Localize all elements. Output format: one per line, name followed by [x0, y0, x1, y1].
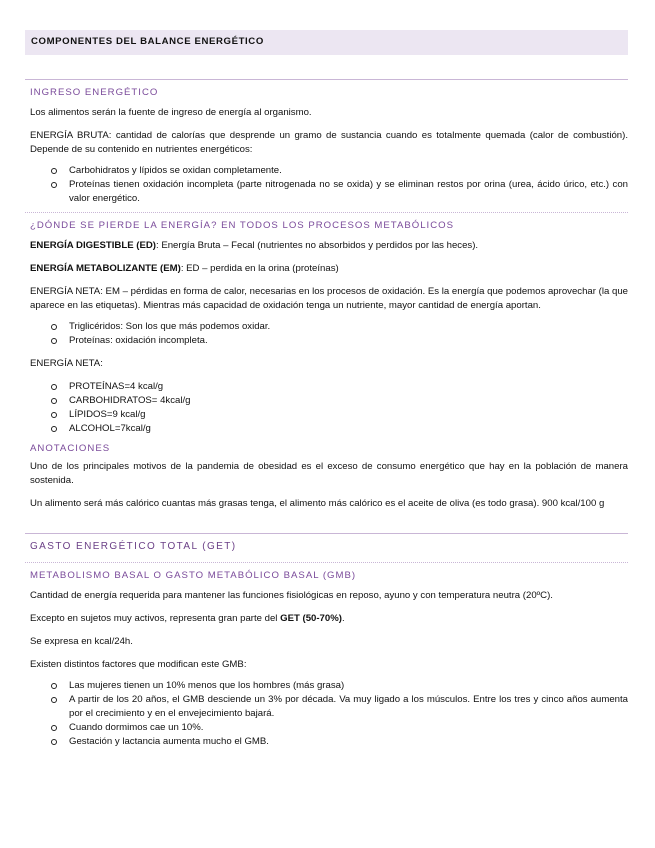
- list-item: Proteínas tienen oxidación incompleta (parte nitrogenada no se oxida) y se eliminan restos por orina (urea, ácido úrico, etc.) con valor energético.: [51, 178, 628, 206]
- paragraph-energia-bruta: ENERGÍA BRUTA: cantidad de calorías que desprende un gramo de sustancia cuando es totalmente quemada (calor de combustión). Depende de su contenido en nutrientes energéticos:: [30, 130, 628, 155]
- list-item: A partir de los 20 años, el GMB desciende un 3% por década. Va muy ligado a los músculos. Entre los tres y cinco años aumenta por el crecimiento y en el envejecimiento bajará.: [51, 693, 628, 721]
- paragraph-anotacion-grasas: Un alimento será más calórico cuantas más grasas tenga, el alimento más calórico es el aceite de oliva (es todo grasa). 900 kcal/100 g: [30, 498, 605, 509]
- paragraph-gmb-factores: Existen distintos factores que modifican este GMB:: [30, 659, 247, 670]
- paragraph-gmb-definicion: Cantidad de energía requerida para mantener las funciones fisiológicas en reposo, ayuno y con temperatura neutra (20ºC).: [30, 590, 553, 601]
- text-gmb-get: Excepto en sujetos muy activos, representa gran parte del: [30, 613, 281, 624]
- text-ed: : Energía Bruta – Fecal (nutrientes no absorbidos y perdidos por las heces).: [155, 240, 479, 251]
- list-item: Triglicéridos: Son los que más podemos oxidar.: [51, 320, 628, 334]
- paragraph-gmb-unidad: Se expresa en kcal/24h.: [30, 636, 133, 647]
- term-em: ENERGÍA METABOLIZANTE (EM): [30, 263, 181, 274]
- list-gmb-factores: [25, 679, 628, 749]
- list-oxidacion: [25, 320, 628, 348]
- paragraph-gmb-get: [30, 612, 628, 626]
- list-ingreso: [25, 164, 628, 206]
- term-get: GET (50-70%): [280, 613, 342, 624]
- list-item: Las mujeres tienen un 10% menos que los hombres (más grasa): [51, 679, 628, 693]
- paragraph-anotacion-obesidad: Uno de los principales motivos de la pandemia de obesidad es el exceso de consumo energético que hay en la población de manera sostenida.: [30, 461, 628, 486]
- list-item: LÍPIDOS=9 kcal/g: [51, 408, 628, 422]
- label-energia-neta: ENERGÍA NETA:: [30, 358, 103, 369]
- list-item: CARBOHIDRATOS= 4kcal/g: [51, 394, 628, 408]
- section-heading-gasto: GASTO ENERGÉTICO TOTAL (GET): [25, 533, 628, 554]
- list-energia-neta: [25, 380, 628, 436]
- paragraph-energia-neta: ENERGÍA NETA: EM – pérdidas en forma de calor, necesarias en los procesos de oxidación. Es la energía que podemos aprovechar (la que aparece en las etiquetas). Mientras más capacidad de oxidación tenga un nutriente, mayor cantidad de energía aportan.: [30, 286, 628, 311]
- section-heading-donde: ¿DÓNDE SE PIERDE LA ENERGÍA? EN TODOS LOS PROCESOS METABÓLICOS: [25, 212, 628, 233]
- paragraph-energia-metabolizante: [30, 262, 628, 276]
- list-item: Gestación y lactancia aumenta mucho el GMB.: [51, 735, 628, 749]
- subsection-heading-gmb: METABOLISMO BASAL O GASTO METABÓLICO BASAL (GMB): [25, 562, 628, 583]
- text-gmb-get-end: .: [341, 613, 345, 624]
- term-ed: ENERGÍA DIGESTIBLE (ED): [30, 240, 156, 251]
- list-item: Proteínas: oxidación incompleta.: [51, 334, 628, 348]
- document-title: COMPONENTES DEL BALANCE ENERGÉTICO: [25, 30, 628, 55]
- list-item: Carbohidratos y lípidos se oxidan completamente.: [51, 164, 628, 178]
- section-heading-anotaciones: ANOTACIONES: [30, 443, 111, 454]
- list-item: Cuando dormimos cae un 10%.: [51, 721, 628, 735]
- list-item: ALCOHOL=7kcal/g: [51, 422, 628, 436]
- section-heading-ingreso: INGRESO ENERGÉTICO: [25, 79, 628, 100]
- paragraph-ingreso-intro: Los alimentos serán la fuente de ingreso de energía al organismo.: [30, 107, 312, 118]
- paragraph-energia-digestible: [30, 239, 628, 253]
- document-page: [25, 30, 628, 749]
- list-item: PROTEÍNAS=4 kcal/g: [51, 380, 628, 394]
- text-em: : ED – perdida en la orina (proteínas): [180, 263, 339, 274]
